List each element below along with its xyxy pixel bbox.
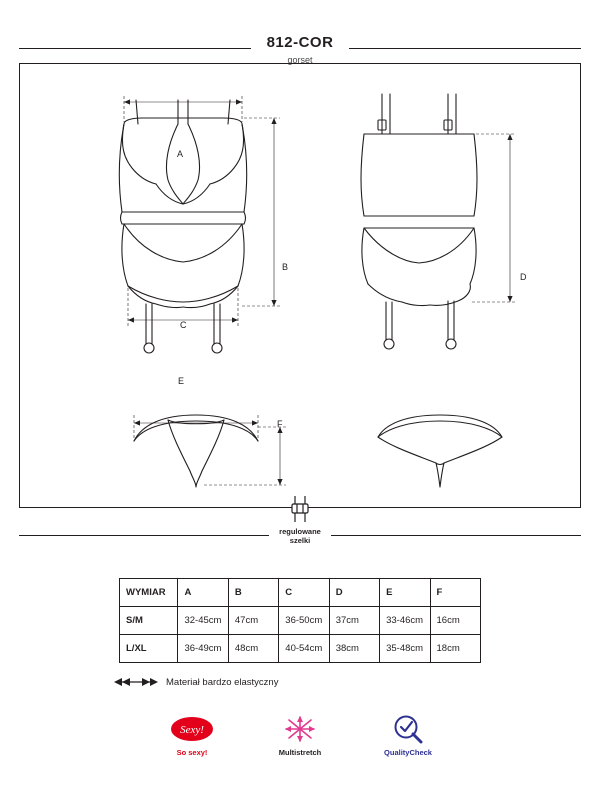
table-header-wymiar: WYMIAR	[120, 579, 178, 607]
dim-label-e: E	[178, 376, 185, 386]
size-table	[119, 578, 481, 663]
header-rule-left	[19, 48, 251, 49]
so-sexy-icon	[153, 714, 231, 744]
front-view-diagram	[28, 72, 308, 362]
diagram-panel	[19, 63, 581, 508]
feature-badge-row	[19, 508, 581, 564]
cell-sm-c: 36-50cm	[279, 607, 329, 635]
quality-check-icon	[369, 714, 447, 744]
footer-item-quality-check	[369, 714, 447, 757]
table-row	[120, 607, 481, 635]
footer-item-multistretch	[261, 714, 339, 757]
dim-label-f: F	[277, 419, 283, 429]
table-header-d: D	[329, 579, 379, 607]
cell-sm-f: 16cm	[430, 607, 480, 635]
badge-rule-right	[331, 535, 581, 536]
footer-caption-quality-check: QualityCheck	[384, 748, 432, 757]
cell-lxl-f: 18cm	[430, 635, 480, 663]
size-table-wrap	[119, 578, 481, 663]
header-rule-right	[349, 48, 581, 49]
badge-rule-left	[19, 535, 269, 536]
row-size-sm: S/M	[120, 607, 178, 635]
dim-label-a: A	[177, 149, 184, 159]
footer-badges	[0, 714, 600, 757]
dim-label-b: B	[282, 262, 289, 272]
page-subtitle: gorset	[287, 55, 313, 65]
table-header-a: A	[178, 579, 228, 607]
dim-label-c: C	[180, 320, 187, 330]
dim-label-d: D	[520, 272, 527, 282]
footer-caption-multistretch: Multistretch	[278, 748, 322, 757]
cell-sm-b: 47cm	[228, 607, 278, 635]
adjustable-straps-icon	[288, 494, 312, 524]
cell-sm-d: 37cm	[329, 607, 379, 635]
table-header-f: F	[430, 579, 480, 607]
cell-lxl-a: 36-49cm	[178, 635, 228, 663]
row-size-lxl: L/XL	[120, 635, 178, 663]
cell-lxl-e: 35-48cm	[380, 635, 430, 663]
page-header	[0, 34, 600, 65]
cell-sm-a: 32-45cm	[178, 607, 228, 635]
multistretch-icon	[261, 714, 339, 744]
svg-text:Sexy!: Sexy!	[180, 724, 204, 736]
cell-sm-e: 33-46cm	[380, 607, 430, 635]
stretch-note-text: Materiał bardzo elastyczny	[166, 676, 279, 688]
table-row	[120, 635, 481, 663]
thong-front-diagram	[38, 359, 298, 489]
cell-lxl-d: 38cm	[329, 635, 379, 663]
badge-caption-line1: regulowane	[279, 527, 321, 536]
footer-item-so-sexy	[153, 714, 231, 757]
cell-lxl-b: 48cm	[228, 635, 278, 663]
adjustable-straps-badge	[274, 494, 326, 546]
badge-caption	[274, 527, 326, 546]
badge-caption-line2: szelki	[289, 536, 311, 546]
page-title: 812-COR	[266, 34, 334, 51]
table-header-e: E	[380, 579, 430, 607]
cell-lxl-c: 40-54cm	[279, 635, 329, 663]
table-header-b: B	[228, 579, 278, 607]
double-arrow-icon	[114, 676, 158, 688]
table-header-row	[120, 579, 481, 607]
footer-caption-so-sexy: So sexy!	[176, 748, 208, 757]
thong-back-diagram	[330, 359, 560, 489]
stretch-note	[114, 676, 278, 688]
table-header-c: C	[279, 579, 329, 607]
back-view-diagram	[320, 72, 570, 362]
